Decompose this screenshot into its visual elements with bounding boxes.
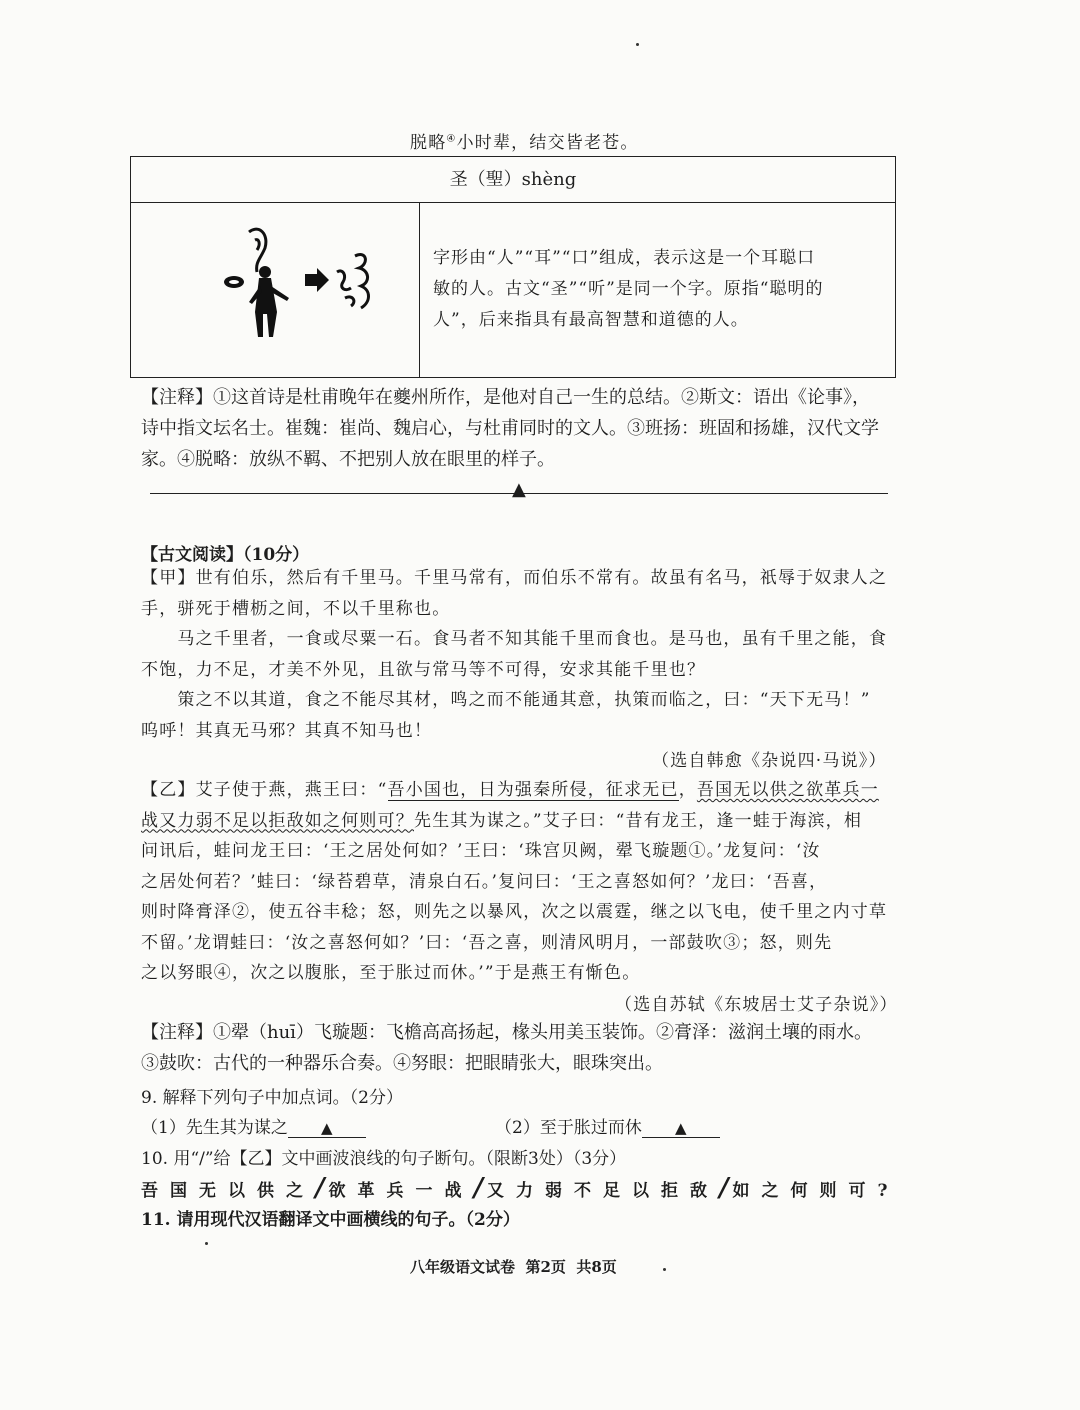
slash-mark: / [473,1173,487,1203]
yi-line: 【乙】艾子使于燕，燕王曰：“吾小国也，日为强秦所侵，征求无已，吾国无以供之欲革兵一 [141,780,879,800]
jia-line: 呜呼！其真无马邪？其真不知马也！ [141,720,433,741]
note-line: 家。④脱略：放纵不羁、不把别人放在眼里的样子。 [141,449,555,470]
character-box [130,156,896,378]
question-9-1: （1）先生其为谋之 ▲ [141,1113,366,1138]
description-line: 人”，后来指具有最高智慧和道德的人。 [433,310,749,330]
poem-line [410,128,639,153]
wavy-sentence: 战又力弱不足以拒敌如之何则可？ [141,810,414,831]
jia-line: 手，骈死于槽枥之间，不以千里称也。 [141,598,451,619]
note-line: ③鼓吹：古代的一种器乐合奏。④努眼：把眼睛张大，眼珠突出。 [141,1053,663,1074]
question-9: 9. 解释下列句子中加点词。（2分） [141,1088,403,1108]
yi-line: 之以努眼④，次之以腹胀，至于胀过而休。’”于是燕王有惭色。 [141,963,641,983]
question-11: 11. 请用现代汉语翻译文中画横线的句子。（2分） [141,1210,520,1230]
wavy-sentence: 吾国无以供之欲革兵一 [696,780,879,800]
seal-script-character [337,255,369,308]
slash-mark: / [315,1173,329,1203]
yi-line: 问讯后，蛙问龙王曰：‘王之居处何如？’王曰：‘珠宫贝阙，翚飞璇题①。’龙复问：‘汝 [141,841,821,861]
jia-source: （选自韩愈《杂说四·马说》） [652,751,887,771]
note-line: 【注释】①翚（huī）飞璇题：飞檐高高扬起，椽头用美玉装饰。②膏泽：滋润土壤的雨水。 [141,1022,872,1043]
passage-notes [141,1017,872,1079]
note-line: 诗中指文坛名士。崔魏：崔尚、魏启心，与杜甫同时的文人。③班扬：班固和扬雄，汉代文学 [141,418,879,439]
note-line: 【注释】①这首诗是杜甫晚年在夔州所作，是他对自己一生的总结。②斯文：语出《论事》， [141,387,870,408]
question-9-2: （2）至于胀过而休 ▲ [495,1113,720,1138]
ear-icon [249,229,266,272]
question-10: 10. 用“/”给【乙】文中画波浪线的句子断句。（限断3处）（3分） [141,1149,627,1169]
passage-yi [141,775,887,989]
character-box-header: 圣（聖）shèng [131,157,895,203]
poem-rest: 小时辈，结交皆老苍。 [456,133,639,153]
jia-line: 【甲】世有伯乐，然后有千里马。千里马常有，而伯乐不常有。故虽有名马，祇辱于奴隶人之 [141,568,888,588]
slash-mark: / [719,1173,733,1203]
poem-notes [141,382,879,475]
scan-speck [205,1242,208,1245]
passage-jia [141,563,887,746]
scan-speck [636,43,639,46]
person-figure [249,266,289,337]
character-box-divider [419,202,420,378]
description-line: 字形由“人”“耳”“口”组成，表示这是一个耳聪口 [433,248,816,268]
page-footer: 八年级语文试卷 第2页 共8页 [410,1258,617,1276]
arrow-icon [305,268,329,292]
answer-blank-9-1[interactable]: ▲ [288,1119,366,1138]
poem-word: 脱略 [410,133,447,153]
yi-line: 不留。’龙谓蛙曰：‘汝之喜怒何如？’曰：‘吾之喜，则清风明月，一部鼓吹③；怒，则先 [141,932,833,953]
poem-footnote-mark: ④ [446,133,457,145]
jia-line: 不饱，力不足，才美不外见，且欲与常马等不可得，安求其能千里也？ [141,659,706,680]
underlined-sentence: 吾小国也，日为强秦所侵，征求无已 [387,780,679,800]
character-description [433,243,893,336]
yi-line: 之居处何若？’蛙曰：‘绿苔碧草，清泉白石。’复问曰：‘王之喜怒如何？’龙曰：‘吾喜， [141,871,828,892]
yi-line: 战又力弱不足以拒敌如之何则可？先生其为谋之。”艾子曰：“昔有龙王，逢一蛙于海滨，相 [141,810,863,831]
jia-line: 马之千里者，一食或尽粟一石。食马者不知其能千里而食也。是马也，虽有千里之能，食 [141,629,888,649]
divider-triangle: ▲ [512,479,526,500]
punctuation-answer-line[interactable]: 吾国无以供之/欲革兵一战/又力弱不足以拒敌/如之何则可? [141,1173,900,1203]
ancient-character-illustration [131,202,419,378]
answer-blank-9-2[interactable]: ▲ [642,1119,720,1138]
yi-line: 则时降膏泽②，使五谷丰稔；怒，则先之以暴风，次之以震霆，继之以飞电，使千里之内寸草 [141,902,888,922]
yi-source: （选自苏轼《东坡居士艾子杂说》） [615,995,898,1015]
scan-speck [663,1268,666,1271]
section-title: 【古文阅读】（10分） [141,545,310,565]
description-line: 敏的人。古文“圣”“听”是同一个字。原指“聪明的 [433,279,824,299]
jia-line: 策之不以其道，食之不能尽其材，鸣之而不能通其意，执策而临之，曰：“天下无马！” [141,690,871,710]
